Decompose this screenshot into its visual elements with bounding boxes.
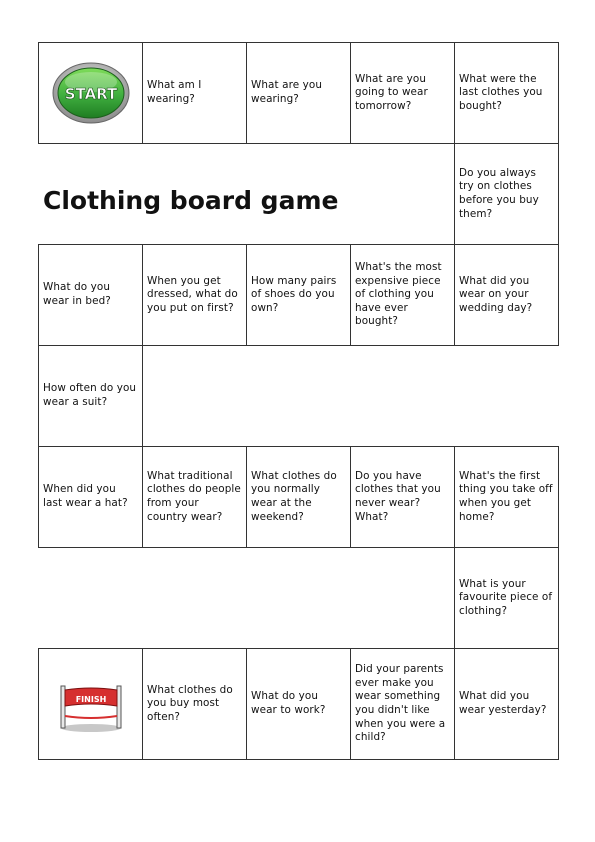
start-label: START (64, 85, 117, 103)
square-r5c1 (38, 446, 143, 548)
square-r3c5 (454, 244, 559, 346)
question-text: When you get dressed, what do you put on first? (147, 274, 238, 314)
question-text: What clothes do you normally wear at the weekend? (251, 469, 337, 523)
question-text: What were the last clothes you bought? (459, 72, 543, 112)
square-r3c1 (38, 244, 143, 346)
square-r7c5 (454, 648, 559, 760)
square-r2c5 (454, 143, 559, 245)
square-r1c4 (350, 42, 455, 144)
question-text: What am I wearing? (147, 79, 202, 105)
square-r3c2 (142, 244, 247, 346)
square-r5c5 (454, 446, 559, 548)
question-text: What do you wear in bed? (43, 281, 111, 307)
question-text: Do you always try on clothes before you buy them? (459, 166, 539, 220)
square-r3c4 (350, 244, 455, 346)
question-text: How many pairs of shoes do you own? (251, 274, 337, 314)
question-text: What's the most expensive piece of clothing you have ever bought? (355, 261, 442, 328)
question-text: What is your favourite piece of clothing? (459, 577, 553, 617)
start-button-icon (43, 45, 138, 141)
square-r1c5 (454, 42, 559, 144)
question-text: What's the first thing you take off when you get home? (459, 469, 553, 523)
question-text: What traditional clothes do people from your country wear? (147, 469, 241, 523)
square-r4c1 (38, 345, 143, 447)
square-r3c3 (246, 244, 351, 346)
question-text: How often do you wear a suit? (43, 382, 137, 408)
question-text: Do you have clothes that you never wear? What? (355, 469, 441, 523)
page-title: Clothing board game (43, 186, 339, 215)
square-start (38, 42, 143, 144)
square-r1c2 (142, 42, 247, 144)
question-text: Did your parents ever make you wear something you didn't like when you were a child? (355, 663, 446, 744)
square-r5c3 (246, 446, 351, 548)
square-r6c5 (454, 547, 559, 649)
question-text: What do you wear to work? (251, 690, 326, 716)
square-r5c4 (350, 446, 455, 548)
finish-line-icon (43, 651, 138, 757)
question-text: What did you wear yesterday? (459, 690, 547, 716)
question-text: What are you wearing? (251, 79, 323, 105)
square-r5c2 (142, 446, 247, 548)
question-text: What did you wear on your wedding day? (459, 274, 533, 314)
square-finish (38, 648, 143, 760)
square-r7c3 (246, 648, 351, 760)
square-r1c3 (246, 42, 351, 144)
question-text: What are you going to wear tomorrow? (355, 72, 428, 112)
square-r7c2 (142, 648, 247, 760)
question-text: When did you last wear a hat? (43, 483, 128, 509)
square-r7c4 (350, 648, 455, 760)
finish-label: FINISH (75, 695, 106, 704)
question-text: What clothes do you buy most often? (147, 683, 233, 723)
